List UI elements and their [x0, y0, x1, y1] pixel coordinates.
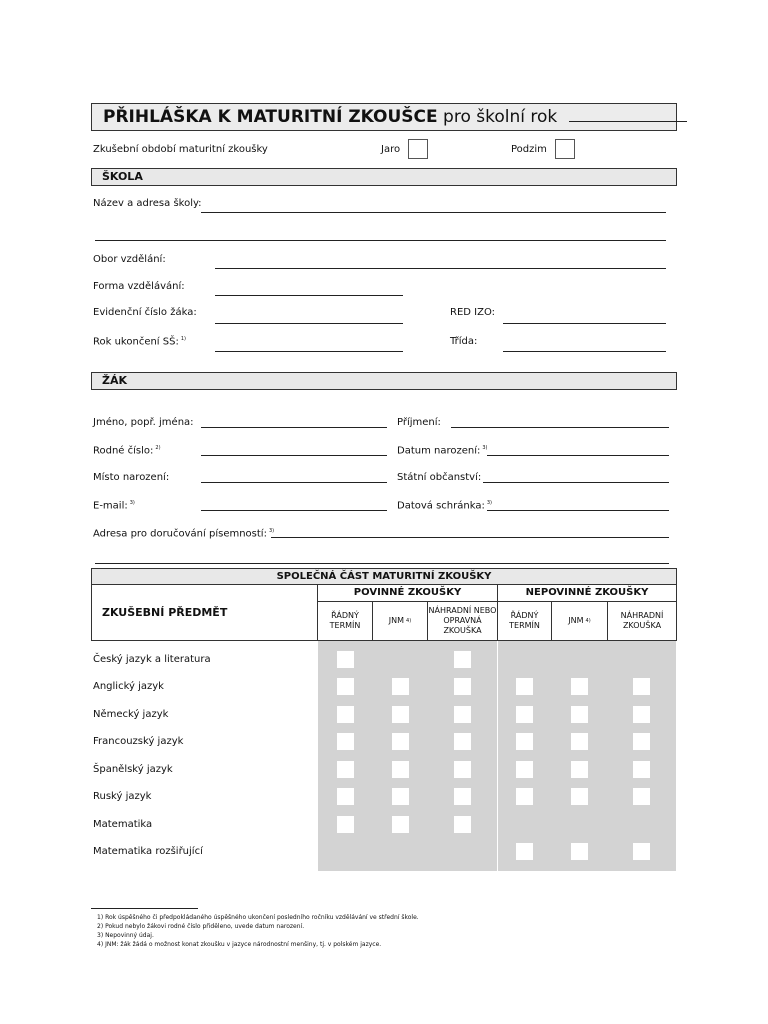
student-id-field[interactable]	[215, 323, 403, 324]
subject-label: Matematika	[93, 819, 153, 830]
checkbox-optional-replacement[interactable]	[633, 678, 650, 695]
col-optional-regular: ŘÁDNÝ TERMÍN	[497, 601, 552, 641]
checkbox-optional-replacement[interactable]	[633, 706, 650, 723]
data-box-label	[397, 500, 492, 511]
subject-label: Matematika rozšiřující	[93, 846, 203, 857]
first-name-field[interactable]	[201, 427, 387, 428]
footnote-mark-4b: 4)	[585, 618, 591, 624]
subject-label: Španělský jazyk	[93, 764, 173, 775]
footnote-mark-3a: 3)	[482, 445, 488, 451]
checkbox-optional-regular[interactable]	[516, 788, 533, 805]
student-id-label: Evidenční číslo žáka:	[93, 307, 197, 318]
col-mandatory-regular: ŘÁDNÝ TERMÍN	[317, 601, 373, 641]
checkbox-mandatory-jnm[interactable]	[392, 788, 409, 805]
form-title-bold: PŘIHLÁŠKA K MATURITNÍ ZKOUŠCE	[103, 107, 438, 127]
checkbox-optional-jnm[interactable]	[571, 843, 588, 860]
surname-field[interactable]	[451, 427, 669, 428]
end-year-label-text: Rok ukončení SŠ:	[93, 336, 179, 348]
checkbox-mandatory-replacement[interactable]	[454, 788, 471, 805]
optional-grid	[498, 641, 676, 871]
footnote-mark-2: 2)	[155, 445, 161, 451]
subject-label: Anglický jazyk	[93, 681, 164, 692]
col-optional-jnm	[551, 601, 608, 641]
subject-header: ZKUŠEBNÍ PŘEDMĚT	[91, 584, 318, 641]
footnote-separator	[91, 908, 198, 909]
checkbox-optional-jnm[interactable]	[571, 706, 588, 723]
checkbox-optional-replacement[interactable]	[633, 733, 650, 750]
footnote-mark-1: 1)	[180, 336, 186, 342]
checkbox-mandatory-jnm[interactable]	[392, 706, 409, 723]
form-of-study-field[interactable]	[215, 295, 403, 296]
birth-date-field[interactable]	[487, 455, 669, 456]
checkbox-mandatory-jnm[interactable]	[392, 761, 409, 778]
footnote-3: 3) Nepovinný údaj.	[97, 932, 154, 939]
checkbox-mandatory-replacement[interactable]	[454, 733, 471, 750]
optional-header: NEPOVINNÉ ZKOUŠKY	[497, 584, 677, 602]
red-izo-field[interactable]	[503, 323, 666, 324]
address-label-text: Adresa pro doručování písemností:	[93, 528, 267, 540]
footnote-mark-4a: 4)	[406, 618, 412, 624]
birth-number-label-text: Rodné číslo:	[93, 445, 154, 457]
checkbox-optional-regular[interactable]	[516, 706, 533, 723]
podzim-label: Podzim	[511, 144, 547, 155]
email-label-text: E-mail:	[93, 500, 128, 512]
email-field[interactable]	[201, 510, 387, 511]
school-year-field[interactable]	[569, 105, 687, 122]
checkbox-optional-regular[interactable]	[516, 761, 533, 778]
footnote-2: 2) Pokud nebylo žákovi rodné číslo přiděleno, uvede datum narození.	[97, 923, 305, 930]
citizenship-field[interactable]	[483, 482, 669, 483]
birth-number-label	[93, 445, 161, 456]
school-name-field[interactable]	[201, 212, 666, 213]
checkbox-optional-jnm[interactable]	[571, 761, 588, 778]
checkbox-optional-jnm[interactable]	[571, 788, 588, 805]
class-field[interactable]	[503, 351, 666, 352]
checkbox-mandatory-regular[interactable]	[337, 761, 354, 778]
field-of-study-label: Obor vzdělání:	[93, 254, 166, 265]
birth-date-label-text: Datum narození:	[397, 445, 481, 457]
subject-label: Ruský jazyk	[93, 791, 152, 802]
checkbox-mandatory-jnm[interactable]	[392, 816, 409, 833]
mandatory-header: POVINNÉ ZKOUŠKY	[317, 584, 498, 602]
checkbox-mandatory-regular[interactable]	[337, 788, 354, 805]
address-field[interactable]	[271, 537, 669, 538]
checkbox-mandatory-regular[interactable]	[337, 816, 354, 833]
form-title-rest: pro školní rok	[443, 107, 558, 127]
school-address-field[interactable]	[95, 240, 666, 241]
end-year-label	[93, 336, 186, 347]
subject-label: Francouzský jazyk	[93, 736, 184, 747]
checkbox-mandatory-regular[interactable]	[337, 651, 354, 668]
first-name-label: Jméno, popř. jména:	[93, 417, 194, 428]
checkbox-mandatory-regular[interactable]	[337, 733, 354, 750]
footnote-4: 4) JNM: žák žádá o možnost konat zkoušku v jazyce národnostní menšiny, tj. v polském jazyce.	[97, 941, 382, 948]
col-mandatory-jnm-text: JNM	[388, 616, 405, 625]
col-mandatory-replacement: NÁHRADNÍ NEBO OPRAVNÁ ZKOUŠKA	[427, 601, 498, 641]
checkbox-mandatory-jnm[interactable]	[392, 733, 409, 750]
col-mandatory-jnm	[372, 601, 428, 641]
checkbox-optional-jnm[interactable]	[571, 678, 588, 695]
checkbox-optional-jnm[interactable]	[571, 733, 588, 750]
checkbox-optional-regular[interactable]	[516, 733, 533, 750]
surname-label: Příjmení:	[397, 417, 441, 428]
checkbox-mandatory-replacement[interactable]	[454, 678, 471, 695]
school-section-header: ŠKOLA	[91, 168, 677, 186]
checkbox-optional-replacement[interactable]	[633, 843, 650, 860]
checkbox-mandatory-replacement[interactable]	[454, 761, 471, 778]
checkbox-mandatory-replacement[interactable]	[454, 651, 471, 668]
subject-label: Český jazyk a literatura	[93, 654, 211, 665]
birth-place-label: Místo narození:	[93, 472, 170, 483]
footnote-1: 1) Rok úspěšného či předpokládaného úspěšného ukončení posledního ročníku vzdělávání ve střední škole.	[97, 914, 419, 921]
checkbox-optional-replacement[interactable]	[633, 761, 650, 778]
jaro-checkbox[interactable]	[408, 139, 428, 159]
end-year-field[interactable]	[215, 351, 403, 352]
footnote-mark-3d: 3)	[268, 528, 275, 534]
checkbox-mandatory-jnm[interactable]	[392, 678, 409, 695]
class-label: Třída:	[450, 336, 478, 347]
checkbox-mandatory-regular[interactable]	[337, 678, 354, 695]
checkbox-mandatory-replacement[interactable]	[454, 706, 471, 723]
red-izo-label: RED IZO:	[450, 307, 496, 318]
footnote-mark-3c: 3)	[486, 500, 492, 506]
email-label	[93, 500, 135, 511]
col-optional-jnm-text: JNM	[568, 616, 584, 625]
checkbox-optional-regular[interactable]	[516, 843, 533, 860]
field-of-study-field[interactable]	[215, 268, 666, 269]
birth-number-field[interactable]	[201, 455, 387, 456]
data-box-field[interactable]	[487, 510, 669, 511]
address-field-2[interactable]	[95, 563, 669, 564]
student-section-header: ŽÁK	[91, 372, 677, 390]
subject-label: Německý jazyk	[93, 709, 169, 720]
exam-period-label: Zkušební období maturitní zkoušky	[93, 144, 268, 155]
mandatory-grid	[318, 641, 497, 871]
col-optional-replacement: NÁHRADNÍ ZKOUŠKA	[607, 601, 677, 641]
podzim-checkbox[interactable]	[555, 139, 575, 159]
checkbox-optional-regular[interactable]	[516, 678, 533, 695]
birth-date-label	[397, 445, 488, 456]
jaro-label: Jaro	[381, 144, 401, 155]
citizenship-label: Státní občanství:	[397, 472, 482, 483]
exam-section-header: SPOLEČNÁ ČÁST MATURITNÍ ZKOUŠKY	[91, 568, 677, 585]
birth-place-field[interactable]	[201, 482, 387, 483]
checkbox-mandatory-regular[interactable]	[337, 706, 354, 723]
school-name-label: Název a adresa školy:	[93, 198, 202, 209]
form-of-study-label: Forma vzdělávání:	[93, 281, 185, 292]
data-box-label-text: Datová schránka:	[397, 500, 485, 512]
checkbox-mandatory-replacement[interactable]	[454, 816, 471, 833]
address-label	[93, 528, 274, 539]
checkbox-optional-replacement[interactable]	[633, 788, 650, 805]
footnote-mark-3b: 3)	[129, 500, 135, 506]
form-title	[91, 103, 677, 131]
